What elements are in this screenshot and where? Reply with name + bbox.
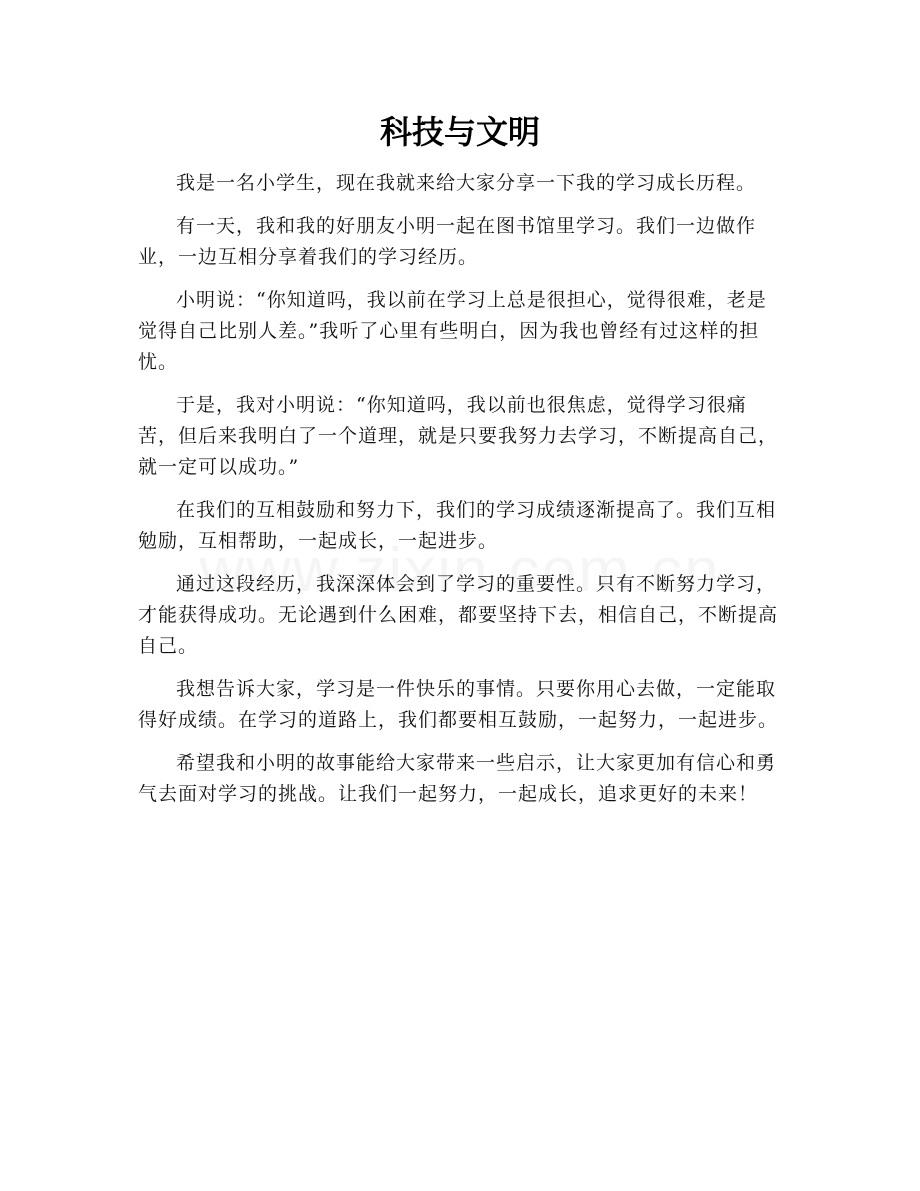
paragraph-7: 我想告诉大家，学习是一件快乐的事情。只要你用心去做，一定能取得好成绩。在学习的道路上，我们都要相互鼓励，一起努力，一起进步。 bbox=[138, 678, 779, 731]
paragraph-3: 小明说：“你知道吗，我以前在学习上总是很担心，觉得很难，老是觉得自己比别人差。”我听了心里有些明白，因为我也曾经有过这样的担忧。 bbox=[138, 289, 767, 373]
paragraph-8: 希望我和小明的故事能给大家带来一些启示，让大家更加有信心和勇气去面对学习的挑战。让我们一起努力，一起成长，追求更好的未来！ bbox=[138, 752, 777, 805]
paragraph-2: 有一天，我和我的好朋友小明一起在图书馆里学习。我们一边做作业，一边互相分享着我们的学习经历。 bbox=[138, 215, 757, 268]
document-title: 科技与文明 bbox=[379, 113, 540, 151]
paragraph-1: 我是一名小学生，现在我就来给大家分享一下我的学习成长历程。 bbox=[176, 172, 757, 194]
paragraph-5: 在我们的互相鼓励和努力下，我们的学习成绩逐渐提高了。我们互相勉励，互相帮助，一起成长，一起进步。 bbox=[138, 499, 777, 552]
document-body bbox=[138, 168, 778, 822]
paragraph-6: 通过这段经历，我深深体会到了学习的重要性。只有不断努力学习，才能获得成功。无论遇到什么困难，都要坚持下去，相信自己，不断提高自己。 bbox=[138, 573, 779, 657]
paragraph-4: 于是，我对小明说：“你知道吗，我以前也很焦虑，觉得学习很痛苦，但后来我明白了一个道理，就是只要我努力去学习，不断提高自己，就一定可以成功。” bbox=[138, 394, 779, 478]
